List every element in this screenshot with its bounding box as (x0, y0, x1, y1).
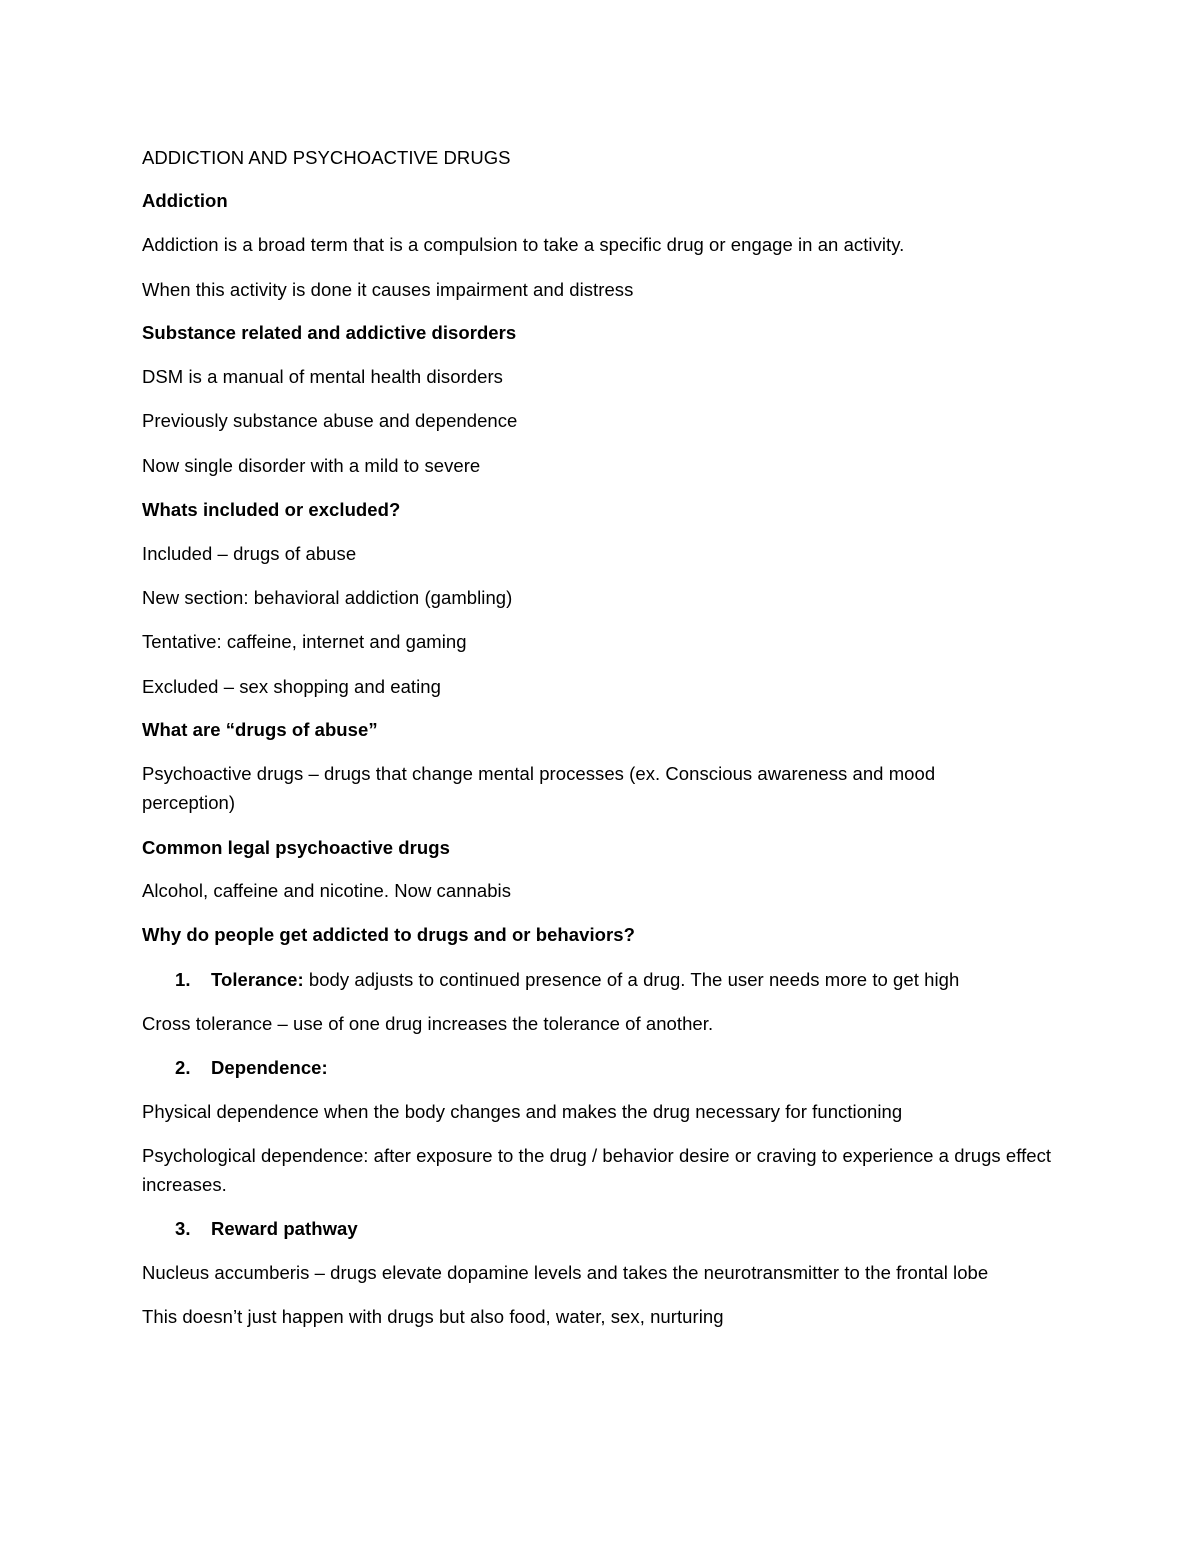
document-title: ADDICTION AND PSYCHOACTIVE DRUGS (142, 147, 511, 168)
list-text-tolerance: body adjusts to continued presence of a drug. The user needs more to get high (303, 969, 960, 990)
heading-addiction: Addiction (142, 190, 228, 211)
list-number: 1. (175, 969, 191, 990)
paragraph-new-section: New section: behavioral addiction (gambling) (142, 587, 513, 608)
heading-drugs-of-abuse: What are “drugs of abuse” (142, 719, 378, 740)
paragraph-excluded: Excluded – sex shopping and eating (142, 676, 441, 697)
paragraph-not-just-drugs: This doesn’t just happen with drugs but also food, water, sex, nurturing (142, 1306, 724, 1327)
paragraph-included: Included – drugs of abuse (142, 543, 357, 564)
list-label-tolerance: Tolerance: (211, 969, 304, 990)
paragraph-psychological-dependence: Psychological dependence: after exposure to the drug / behavior desire or craving to experience a drugs effect increases. (142, 1145, 1052, 1195)
paragraph-addiction-definition: Addiction is a broad term that is a compulsion to take a specific drug or engage in an activity. (142, 234, 905, 255)
heading-included-excluded: Whats included or excluded? (142, 499, 401, 520)
list-item-reward-pathway (142, 1214, 1062, 1243)
list-number: 3. (175, 1218, 191, 1239)
paragraph-nucleus-accumbens: Nucleus accumberis – drugs elevate dopamine levels and takes the neurotransmitter to the frontal lobe (142, 1262, 989, 1283)
paragraph-physical-dependence: Physical dependence when the body changes and makes the drug necessary for functioning (142, 1101, 903, 1122)
list-label-reward-pathway: Reward pathway (211, 1218, 358, 1239)
paragraph-dsm: DSM is a manual of mental health disorders (142, 366, 503, 387)
paragraph-impairment: When this activity is done it causes impairment and distress (142, 279, 634, 300)
list-number: 2. (175, 1057, 191, 1078)
paragraph-tentative: Tentative: caffeine, internet and gaming (142, 631, 467, 652)
paragraph-now-single: Now single disorder with a mild to severe (142, 455, 481, 476)
list-item-tolerance (142, 965, 1062, 994)
paragraph-previously: Previously substance abuse and dependence (142, 410, 518, 431)
paragraph-cross-tolerance: Cross tolerance – use of one drug increases the tolerance of another. (142, 1013, 714, 1034)
heading-why-addicted: Why do people get addicted to drugs and or behaviors? (142, 924, 635, 945)
heading-common-legal: Common legal psychoactive drugs (142, 837, 450, 858)
list-label-dependence: Dependence: (211, 1057, 328, 1078)
heading-substance-disorders: Substance related and addictive disorders (142, 322, 517, 343)
paragraph-common-legal: Alcohol, caffeine and nicotine. Now cannabis (142, 880, 512, 901)
list-item-dependence (142, 1053, 1062, 1082)
paragraph-psychoactive: Psychoactive drugs – drugs that change mental processes (ex. Conscious awareness and mood perception) (142, 763, 936, 813)
